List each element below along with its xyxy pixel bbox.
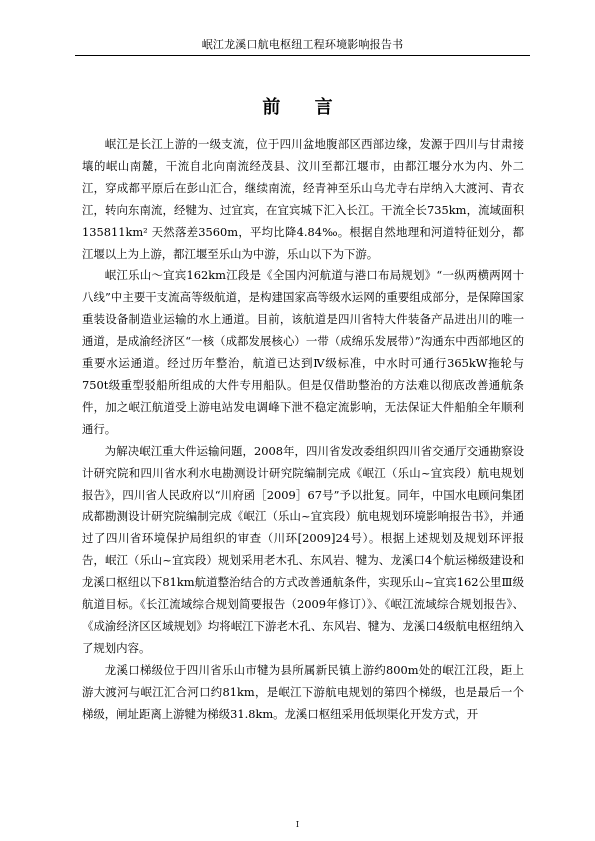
- page-number: I: [295, 820, 300, 829]
- body-text: [82, 134, 524, 725]
- paragraph-2: 岷江乐山～宜宾162km江段是《全国内河航道与港口布局规划》“一纵两横两网十八线”中主要干支流高等级航道，是构建国家高等级水运网的重要组成部分，是保障国家重装设备制造业运输的水上通道。目前，该航道是四川省特大件装备产品进出川的唯一通道，是成渝经济区“一核（成都发展核心）一带（成绵乐发展带）”沟通东中西部地区的重要水运通道。经过历年整治，航道已达到Ⅳ级标准，中水时可通行365kW拖轮与750t级重型驳船所组成的大件专用船队。但是仅借助整治的方法难以彻底改善通航条件，加之岷江航道受上游电站发电调峰下泄不稳定流影响，无法保证大件船舶全年顺利通行。: [82, 268, 524, 436]
- paragraph-1: 岷江是长江上游的一级支流，位于四川盆地腹部区西部边缘，发源于四川与甘肃接壤的岷山南麓，干流自北向南流经茂县、汶川至都江堰市，由都江堰分水为内、外二江，穿成都平原后在彭山汇合，继续南流，经青神至乐山乌尤寺右岸纳入大渡河、青衣江，转向东南流，经犍为、过宜宾，在宜宾城下汇入长江。干流全长735km，流域面积135811km² 天然落差3560m，平均比降4.84‰。根据自然地理和河道特征划分，都江堰以上为上游，都江堰至乐山为中游，乐山以下为下游。: [82, 137, 524, 261]
- paragraph-3: 为解决岷江重大件运输问题，2008年，四川省发改委组织四川省交通厅交通勘察设计研究院和四川省水利水电勘测设计研究院编制完成《岷江（乐山~宜宾段）航电规划报告》，四川省人民政府以“川府函［2009］67号”予以批复。同年，中国水电顾问集团成都勘测设计研究院编制完成《岷江（乐山~宜宾段）航电规划环境影响报告书》，并通过了四川省环境保护局组织的审查（川环[2009]24号）。根据上述规划及规划环评报告，岷江（乐山~宜宾段）规划采用老木孔、东风岩、犍为、龙溪口4个航运梯级建设和龙溪口枢纽以下81km航道整治结合的方式改善通航条件，实现乐山~宜宾162公里Ⅲ级航道目标。《长江流域综合规划简要报告（2009年修订）》、《岷江流域综合规划报告》、《成渝经济区区域规划》均将岷江下游老木孔、东风岩、犍为、龙溪口4级航电枢纽纳入了规划内容。: [82, 443, 524, 655]
- paragraph-4: 龙溪口梯级位于四川省乐山市犍为县所属新民镇上游约800m处的岷江江段，距上游大渡河与岷江汇合河口约81km，是岷江下游航电规划的第四个梯级，也是最后一个梯级，闸址距离上游犍为梯级31.8km。龙溪口枢纽采用低坝渠化开发方式，开: [82, 662, 524, 721]
- page-title: 前 言: [262, 97, 347, 118]
- running-header: 岷江龙溪口航电枢纽工程环境影响报告书: [75, 36, 530, 56]
